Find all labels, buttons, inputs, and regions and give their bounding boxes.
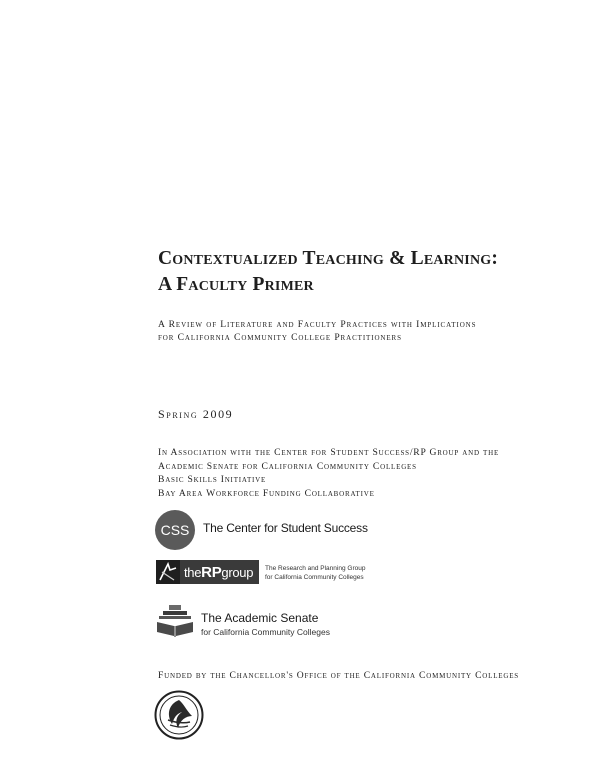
title-line-2: A Faculty Primer — [158, 274, 314, 295]
css-logo-mark: CSS — [160, 522, 190, 538]
rp-suffix: group — [221, 564, 254, 580]
publication-date: Spring 2009 — [158, 407, 234, 421]
subtitle-line-1: A Review of Literature and Faculty Practices with Implications — [158, 319, 477, 330]
css-name: The Center for Student Success — [203, 521, 368, 535]
title-line-1: Contextualized Teaching & Learning: — [158, 248, 499, 269]
rp-group-text — [265, 565, 365, 582]
association-line: Basic Skills Initiative — [158, 474, 267, 485]
css-logo-icon — [154, 509, 196, 551]
funded-by-line: Funded by the Chancellor's Office of the California Community Colleges — [158, 670, 520, 681]
rp-group-mark-icon — [156, 560, 180, 584]
senate-sub: for California Community Colleges — [201, 627, 330, 637]
rp-prefix: the — [184, 564, 202, 580]
chancellors-office-seal-icon — [154, 690, 204, 740]
document-subtitle — [158, 318, 476, 344]
association-line: In Association with the Center for Student Success/RP Group and the — [158, 447, 500, 458]
rp-line-1: The Research and Planning Group — [265, 565, 366, 572]
subtitle-line-2: for California Community College Practitioners — [158, 332, 402, 343]
senate-name: The Academic Senate — [201, 611, 319, 625]
rp-line-2: for California Community Colleges — [265, 573, 364, 581]
association-line: Academic Senate for California Community Colleges — [158, 460, 417, 472]
rp-group-wordmark — [184, 564, 253, 581]
document-title — [158, 246, 498, 298]
association-line: Bay Area Workforce Funding Collaborative — [158, 487, 375, 499]
academic-senate-book-icon — [155, 604, 195, 638]
association-block — [158, 446, 499, 500]
rp-group-badge — [156, 560, 259, 584]
rp-bold: RP — [201, 563, 222, 581]
